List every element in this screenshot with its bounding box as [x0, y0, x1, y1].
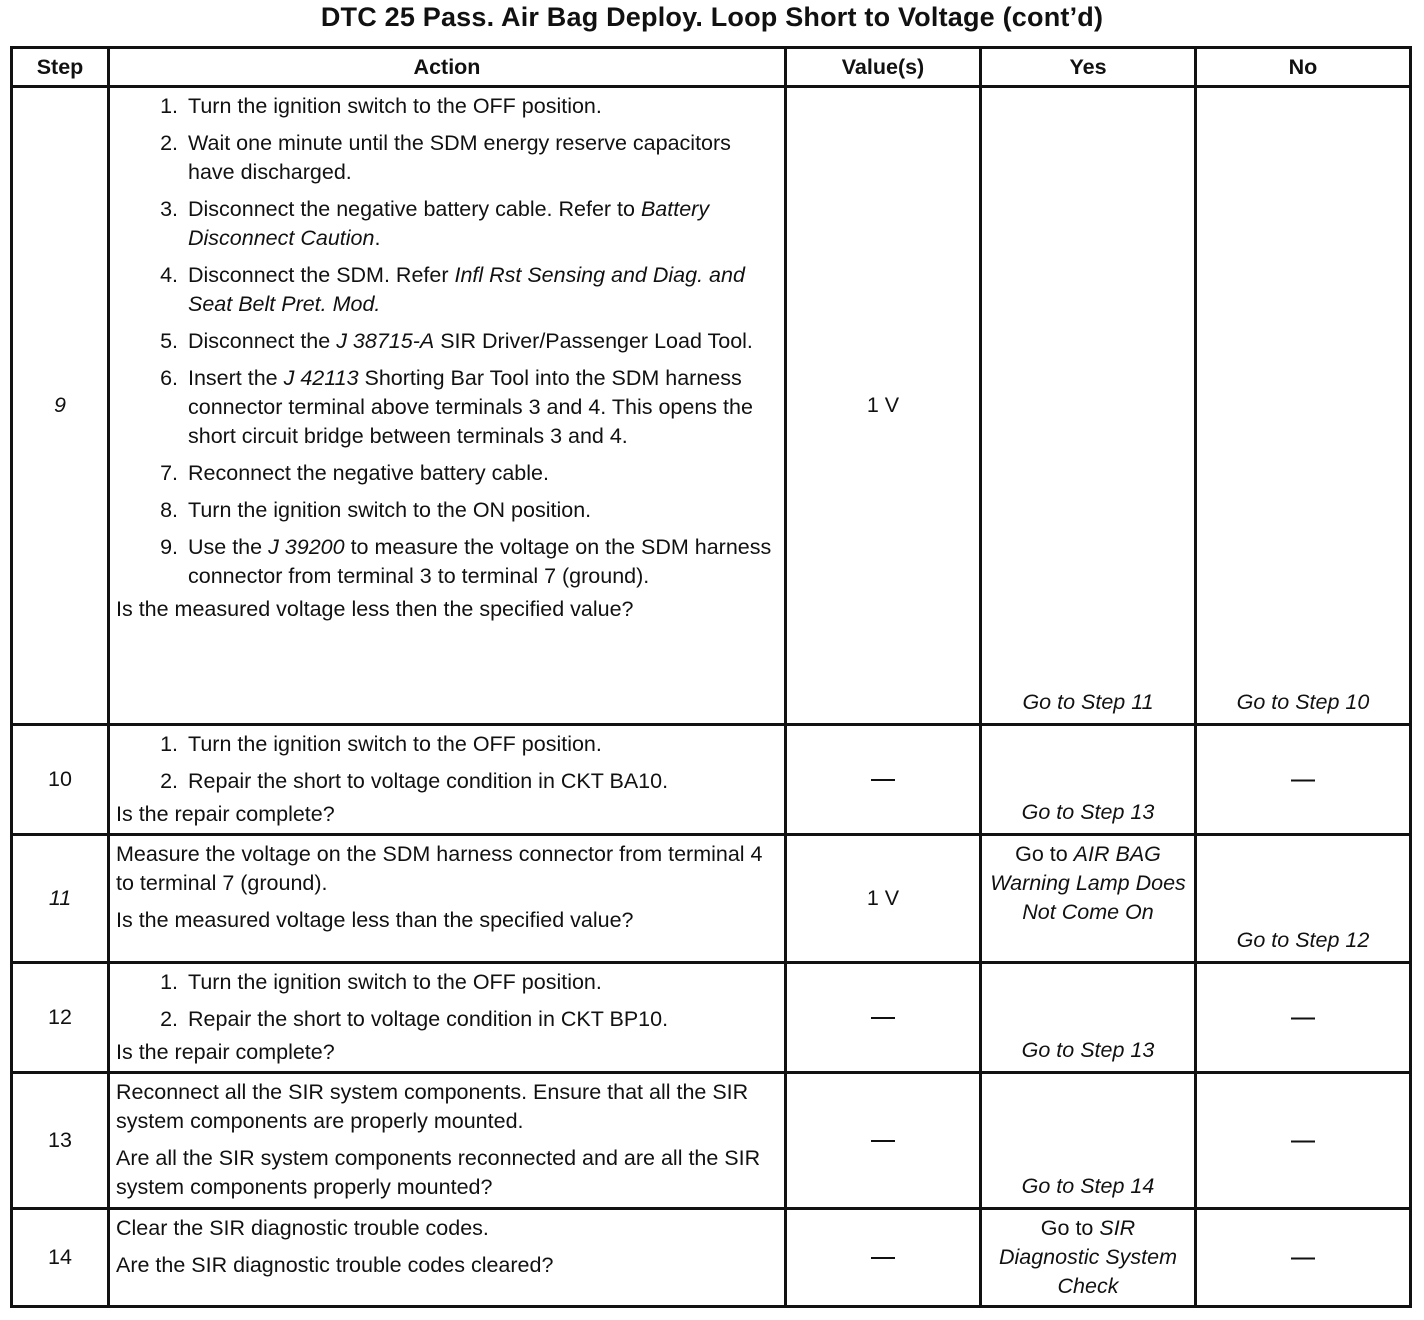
table-row-step-14 [12, 1209, 1411, 1307]
list-item: 2. Repair the short to voltage condition in CKT BA10. [160, 769, 669, 793]
step-number: 9 [12, 87, 109, 725]
yes-cell [981, 963, 1196, 1073]
dash-mark [1291, 779, 1315, 781]
action-cell [109, 87, 786, 725]
list-item: 1. Turn the ignition switch to the OFF position. [160, 94, 602, 118]
yes-cell [981, 1073, 1196, 1209]
header-value: Value(s) [786, 48, 981, 87]
dash-mark [871, 1257, 895, 1259]
action-text: Clear the SIR diagnostic trouble codes. [116, 1216, 489, 1240]
header-action: Action [109, 48, 786, 87]
question-text: Are the SIR diagnostic trouble codes cleared? [116, 1253, 554, 1277]
yes-cell [981, 87, 1196, 725]
step-number: 10 [12, 725, 109, 835]
yes-link[interactable]: Go to Step 13 [1021, 1038, 1155, 1062]
yes-cell [981, 835, 1196, 963]
no-link[interactable]: Go to Step 12 [1236, 928, 1370, 952]
table-row-step-9 [12, 87, 1411, 725]
yes-cell [981, 725, 1196, 835]
tool-ref-j39200: J 39200 [268, 535, 345, 559]
yes-cell [981, 1209, 1196, 1307]
list-item: 9. Use the J 39200 to measure the voltage on the SDM harness connector from terminal 3 to terminal 7 (ground). [160, 535, 772, 588]
step-number: 11 [12, 835, 109, 963]
header-yes: Yes [981, 48, 1196, 87]
no-cell [1196, 963, 1411, 1073]
action-text: Reconnect all the SIR system components. Ensure that all the SIR system components are properly mounted. [116, 1080, 749, 1133]
dash-mark [871, 1140, 895, 1142]
step-number: 12 [12, 963, 109, 1073]
question-text: Is the measured voltage less than the specified value? [116, 908, 634, 932]
yes-link[interactable]: Go to Step 14 [1021, 1174, 1155, 1198]
value-cell [786, 725, 981, 835]
no-link[interactable]: Go to Step 10 [1236, 690, 1370, 714]
header-no: No [1196, 48, 1411, 87]
table-row-step-12 [12, 963, 1411, 1073]
table-row-step-10 [12, 725, 1411, 835]
action-cell [109, 725, 786, 835]
dash-mark [871, 1017, 895, 1019]
question-text: Is the repair complete? [116, 802, 335, 826]
list-item: 1. Turn the ignition switch to the OFF position. [160, 970, 602, 994]
list-item: 5. Disconnect the J 38715-A SIR Driver/Passenger Load Tool. [160, 329, 753, 353]
yes-link[interactable]: Go to Step 13 [1021, 800, 1155, 824]
no-cell [1196, 835, 1411, 963]
tool-ref-j38715a: J 38715-A [336, 329, 435, 353]
question-text: Are all the SIR system components reconnected and are all the SIR system components properly mounted? [116, 1146, 761, 1199]
tool-ref-j42113: J 42113 [283, 366, 359, 390]
step-number: 14 [12, 1209, 109, 1307]
table-row-step-13 [12, 1073, 1411, 1209]
no-cell [1196, 87, 1411, 725]
list-item: 8. Turn the ignition switch to the ON position. [160, 498, 592, 522]
value-cell [786, 1209, 981, 1307]
diagnostic-table [10, 46, 1412, 1308]
dash-mark [871, 779, 895, 781]
action-cell [109, 835, 786, 963]
value-cell: 1 V [786, 87, 981, 725]
list-item: 6. Insert the J 42113 Shorting Bar Tool into the SDM harness connector terminal above terminals 3 and 4. This opens the short circuit bridge between terminals 3 and 4. [160, 366, 753, 448]
list-item: 1. Turn the ignition switch to the OFF position. [160, 732, 602, 756]
table-header-row [12, 48, 1411, 87]
list-item: 4. Disconnect the SDM. Refer Infl Rst Sensing and Diag. and Seat Belt Pret. Mod. [160, 263, 745, 316]
action-text: Measure the voltage on the SDM harness connector from terminal 4 to terminal 7 (ground). [116, 842, 763, 895]
question-text: Is the repair complete? [116, 1040, 335, 1064]
list-item: 7. Reconnect the negative battery cable. [160, 461, 549, 485]
reference-battery-disconnect-caution[interactable]: Battery Disconnect Caution [188, 197, 710, 250]
no-cell [1196, 725, 1411, 835]
value-cell [786, 963, 981, 1073]
action-cell [109, 1209, 786, 1307]
action-cell [109, 963, 786, 1073]
page-title: DTC 25 Pass. Air Bag Deploy. Loop Short to Voltage (cont’d) [320, 2, 1104, 32]
list-item: 2. Wait one minute until the SDM energy reserve capacitors have discharged. [160, 131, 731, 184]
no-cell [1196, 1073, 1411, 1209]
step-number: 13 [12, 1073, 109, 1209]
list-item: 3. Disconnect the negative battery cable. Refer to Battery Disconnect Caution. [160, 197, 710, 250]
header-step: Step [12, 48, 109, 87]
value-cell [786, 1073, 981, 1209]
dash-mark [1291, 1140, 1315, 1142]
list-item: 2. Repair the short to voltage condition in CKT BP10. [160, 1007, 669, 1031]
no-cell [1196, 1209, 1411, 1307]
dash-mark [1291, 1017, 1315, 1019]
reference-infl-rst-sensing[interactable]: Infl Rst Sensing and Diag. and Seat Belt Pret. Mod. [188, 263, 745, 316]
dash-mark [1291, 1257, 1315, 1259]
yes-link[interactable]: Go to AIR BAG Warning Lamp Does Not Come On [990, 842, 1186, 924]
table-row-step-11 [12, 835, 1411, 963]
question-text: Is the measured voltage less then the specified value? [116, 597, 634, 621]
action-cell [109, 1073, 786, 1209]
yes-link[interactable]: Go to Step 11 [1022, 690, 1154, 714]
yes-link[interactable]: Go to SIR Diagnostic System Check [998, 1216, 1178, 1298]
value-cell: 1 V [786, 835, 981, 963]
